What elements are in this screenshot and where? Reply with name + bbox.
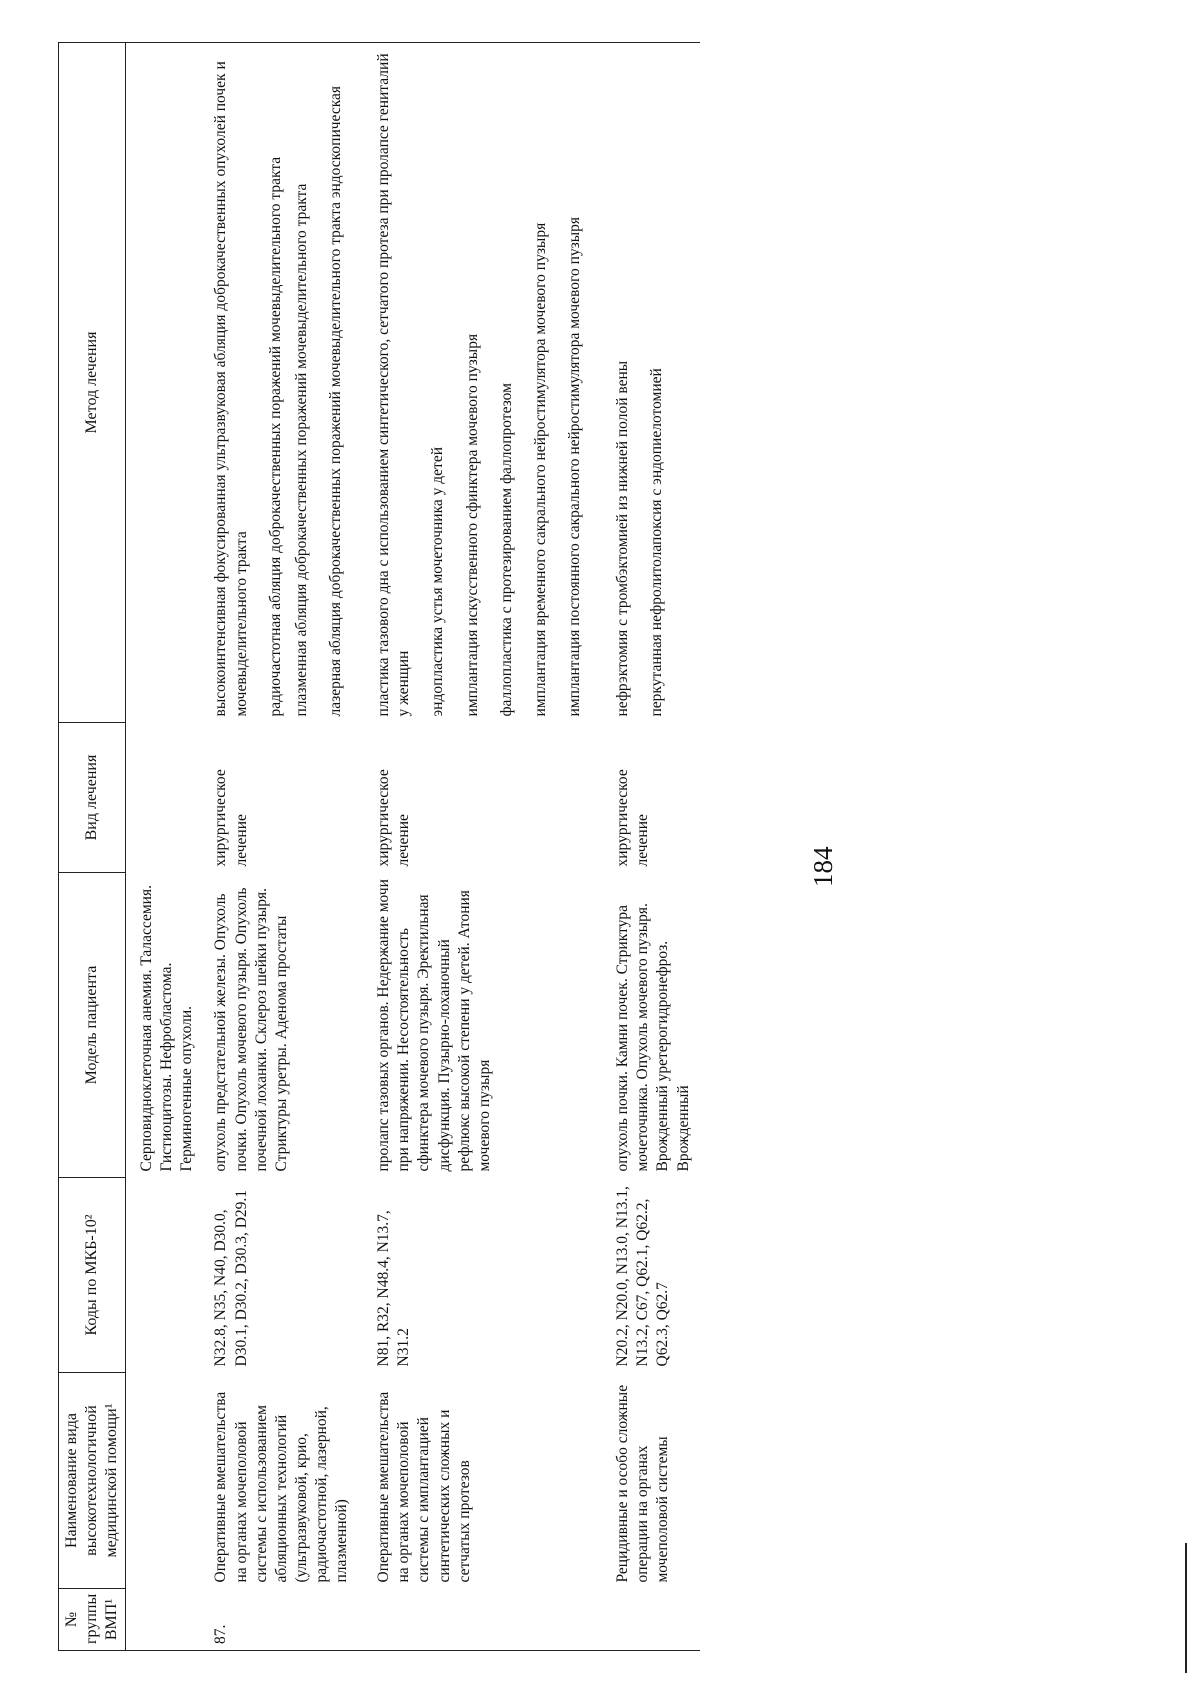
- table-row: [134, 43, 200, 1651]
- cell-methods: [208, 43, 363, 723]
- header-type: Вид лечения: [59, 723, 126, 873]
- method-item: высокоинтенсивная фокусированная ультразвуковая абляция доброкачественных опухолей почек и мочевыделительного тракта: [212, 61, 250, 717]
- cell-codes: N32.8, N35, N40, D30.0, D30.1, D30.2, D30.3, D29.1: [212, 1189, 250, 1367]
- cell-codes: N81, R32, N48.4, N13.7, N31.2: [375, 1210, 413, 1367]
- cell-type: хирургическое лечение: [614, 769, 652, 867]
- method-item: лазерная абляция доброкачественных поражений мочевыделительного тракта эндоскопическая: [326, 85, 344, 717]
- cell-methods: [610, 43, 700, 723]
- cell-model: опухоль почки. Камни почек. Стриктура мочеточника. Опухоль мочевого пузыря. Врожденный уретерогидронефроз. Врожденный: [614, 903, 692, 1172]
- cell-methods: [371, 43, 602, 723]
- table-row: [610, 43, 700, 1651]
- cell-name: Рецидивные и особо сложные операции на органах мочеполовой системы: [614, 1384, 672, 1583]
- header-num: № группы ВМП¹: [59, 1589, 126, 1651]
- method-item: имплантация искусственного сфинктера мочевого пузыря: [463, 333, 481, 717]
- treatment-table: [58, 42, 700, 1651]
- cell-type: хирургическое лечение: [212, 769, 250, 867]
- scan-edge-line: [1185, 1543, 1187, 1673]
- cell-num: [134, 1589, 200, 1651]
- cell-codes: N20.2, N20.0, N13.0, N13.1, N13.2, C67, Q62.1, Q62.2, Q62.3, Q62.7: [614, 1186, 672, 1367]
- header-model: Модель пациента: [59, 873, 126, 1178]
- header-name: Наименование вида высокотехнологичной медицинской помощи¹: [59, 1373, 126, 1589]
- method-item: радиочастотная абляция доброкачественных поражений мочевыделительного тракта: [266, 156, 284, 717]
- method-item: перкутанная нефролитолапоксия с эндопиелотомией: [648, 368, 666, 717]
- cell-model: Серповидноклеточная анемия. Талассемия. Гистиоцитозы. Нефробластома. Герминогенные опухоли.: [138, 885, 196, 1172]
- table-row: [371, 43, 602, 1651]
- cell-model: пролапс тазовых органов. Недержание мочи при напряжении. Несостоятельность сфинктера мочевого пузыря. Эректильная дисфункция. Пузырно-лоханочный рефлюкс высокой степени у детей. Атония мочевого пузыря: [375, 879, 493, 1172]
- header-codes: Коды по МКБ-10²: [59, 1178, 126, 1373]
- method-item: фаллопластика с протезированием фаллопротезом: [497, 383, 515, 717]
- cell-methods: [134, 43, 200, 723]
- cell-name: [134, 1373, 200, 1589]
- cell-num: 87.: [208, 1589, 363, 1651]
- cell-model: опухоль предстательной железы. Опухоль почки. Опухоль мочевого пузыря. Опухоль почечной лоханки. Склероз шейки пузыря. Стриктуры уретры. Аденома простаты: [212, 887, 290, 1172]
- header-method: Метод лечения: [59, 43, 126, 723]
- cell-name: Оперативные вмешательства на органах мочеполовой системы с использованием абляционных технологий (ультразвуковой, крио, радиочастотной, лазерной, плазменной): [212, 1391, 351, 1583]
- method-item: пластика тазового дна с использованием синтетического, сетчатого протеза при пролапсе гениталий у женщин: [375, 53, 413, 717]
- method-item: имплантация постоянного сакрального нейростимулятора мочевого пузыря: [565, 216, 583, 717]
- cell-type: хирургическое лечение: [375, 769, 413, 867]
- method-item: нефрэктомия с тромбэктомией из нижней полой вены: [614, 360, 632, 717]
- cell-type: [134, 723, 200, 873]
- cell-num: [610, 1589, 700, 1651]
- method-item: плазменная абляция доброкачественных поражений мочевыделительного тракта: [292, 183, 310, 717]
- method-item: эндопластика устья мочеточника у детей: [429, 447, 447, 717]
- table-row: [208, 43, 363, 1651]
- cell-codes: [134, 1178, 200, 1373]
- header-row: [59, 43, 126, 1651]
- page-number: 184: [808, 846, 838, 887]
- cell-num: [371, 1589, 602, 1651]
- cell-name: Оперативные вмешательства на органах мочеполовой системы с имплантацией синтетических сложных и сетчатых протезов: [375, 1391, 473, 1583]
- method-item: имплантация временного сакрального нейростимулятора мочевого пузыря: [531, 222, 549, 717]
